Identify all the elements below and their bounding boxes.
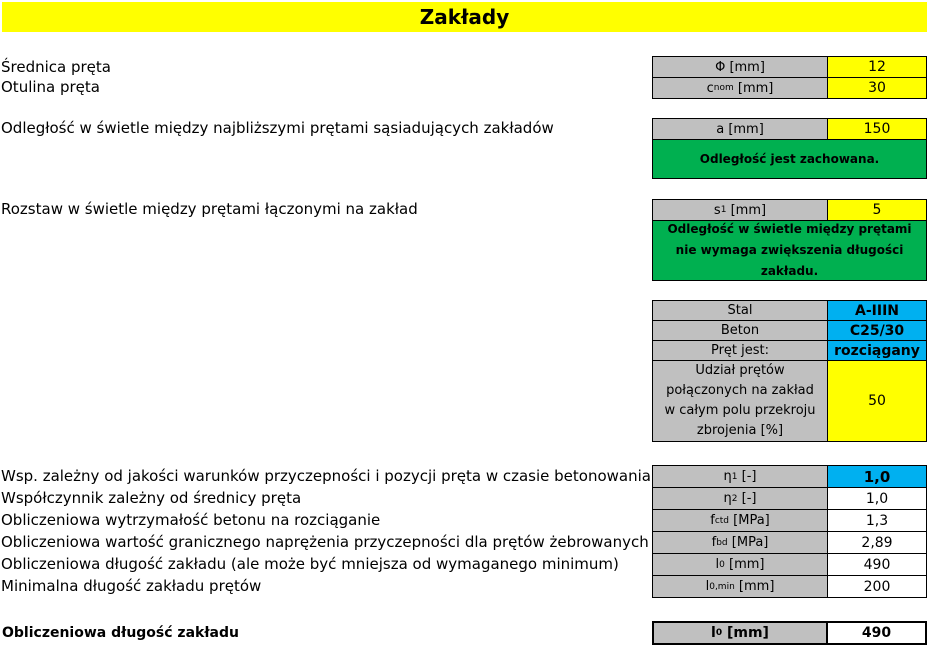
label-fbd: Obliczeniowa wartość granicznego naprężenia przyczepności dla prętów żebrowanych (1, 533, 649, 551)
symbol-text: l (711, 625, 716, 641)
symbol-text: a (716, 121, 725, 137)
label-l0min: Minimalna długość zakładu prętów (1, 577, 262, 595)
symbol-l0 (652, 553, 828, 576)
symbol-result (652, 621, 828, 645)
label-clear-spacing: Rozstaw w świetle między prętami łączonymi na zakład (1, 200, 418, 218)
symbol-text: f (710, 513, 715, 528)
label-spacing: Odległość w świetle między najbliższymi prętami sąsiadujących zakładów (1, 119, 554, 137)
select-bar-state[interactable]: rozciągany (827, 340, 927, 361)
symbol-subscript: 1 (731, 471, 738, 482)
value-fctd: 1,3 (827, 509, 927, 532)
unit-text: [-] (741, 491, 757, 506)
symbol-diameter (652, 56, 828, 78)
page-title: Zakłady (2, 2, 927, 32)
symbol-eta1 (652, 465, 828, 488)
symbol-text: Φ (715, 59, 726, 75)
symbol-text: l (715, 557, 720, 572)
value-l0: 490 (827, 553, 927, 576)
input-share[interactable]: 50 (827, 360, 927, 442)
symbol-text: s (713, 202, 721, 218)
value-l0min: 200 (827, 575, 927, 598)
symbol-subscript: 2 (731, 493, 738, 504)
symbol-subscript: bd (716, 537, 728, 548)
unit-text: [mm] (730, 202, 767, 218)
input-cover[interactable]: 30 (827, 77, 927, 99)
symbol-subscript: 0,min (709, 581, 735, 592)
label-diameter: Średnica pręta (1, 58, 111, 76)
value-result: 490 (826, 621, 927, 645)
status-clear-spacing: Odległość w świetle między prętami nie wymaga zwiększenia długości zakładu. (652, 220, 927, 281)
symbol-cover (652, 77, 828, 99)
label-concrete: Beton (652, 320, 828, 341)
symbol-text: l (705, 579, 710, 594)
unit-text: [mm] (726, 625, 769, 641)
symbol-text: η (723, 491, 732, 506)
symbol-fctd (652, 509, 828, 532)
label-steel: Stal (652, 300, 828, 321)
symbol-text: f (711, 535, 717, 550)
input-clear-spacing[interactable]: 5 (827, 199, 927, 221)
unit-text: [mm] (737, 80, 774, 96)
input-spacing[interactable]: 150 (827, 118, 927, 140)
label-l0: Obliczeniowa długość zakładu (ale może być mniejsza od wymaganego minimum) (1, 555, 619, 573)
symbol-text: η (723, 469, 732, 484)
select-eta1[interactable]: 1,0 (827, 465, 927, 488)
symbol-l0min (652, 575, 828, 598)
symbol-fbd (652, 531, 828, 554)
label-share: Udział prętów połączonych na zakład w całym polu przekroju zbrojenia [%] (652, 360, 828, 442)
symbol-text: c (706, 80, 714, 96)
symbol-spacing (652, 118, 828, 140)
symbol-subscript: 0 (719, 559, 725, 570)
label-cover: Otulina pręta (1, 78, 100, 96)
unit-text: [mm] (728, 121, 764, 137)
label-eta1: Wsp. zależny od jakości warunków przyczepności i pozycji pręta w czasie betonowania (1, 467, 651, 485)
unit-text: [mm] (729, 59, 765, 75)
select-steel[interactable]: A-IIIN (827, 300, 927, 321)
select-concrete[interactable]: C25/30 (827, 320, 927, 341)
symbol-subscript: ctd (714, 515, 730, 526)
label-fctd: Obliczeniowa wytrzymałość betonu na rozciąganie (1, 511, 381, 529)
unit-text: [-] (741, 469, 757, 484)
value-fbd: 2,89 (827, 531, 927, 554)
unit-text: [MPa] (731, 535, 769, 550)
label-bar-state: Pręt jest: (652, 340, 828, 361)
unit-text: [mm] (738, 579, 775, 594)
symbol-eta2 (652, 487, 828, 510)
symbol-subscript: nom (713, 83, 734, 93)
unit-text: [mm] (729, 557, 765, 572)
label-eta2: Współczynnik zależny od średnicy pręta (1, 489, 302, 507)
status-spacing: Odległość jest zachowana. (652, 139, 927, 179)
label-result: Obliczeniowa długość zakładu (2, 625, 239, 641)
value-eta2: 1,0 (827, 487, 927, 510)
symbol-subscript: 1 (720, 205, 727, 215)
unit-text: [MPa] (733, 513, 770, 528)
symbol-subscript: 0 (715, 628, 723, 638)
symbol-clear-spacing (652, 199, 828, 221)
input-diameter[interactable]: 12 (827, 56, 927, 78)
